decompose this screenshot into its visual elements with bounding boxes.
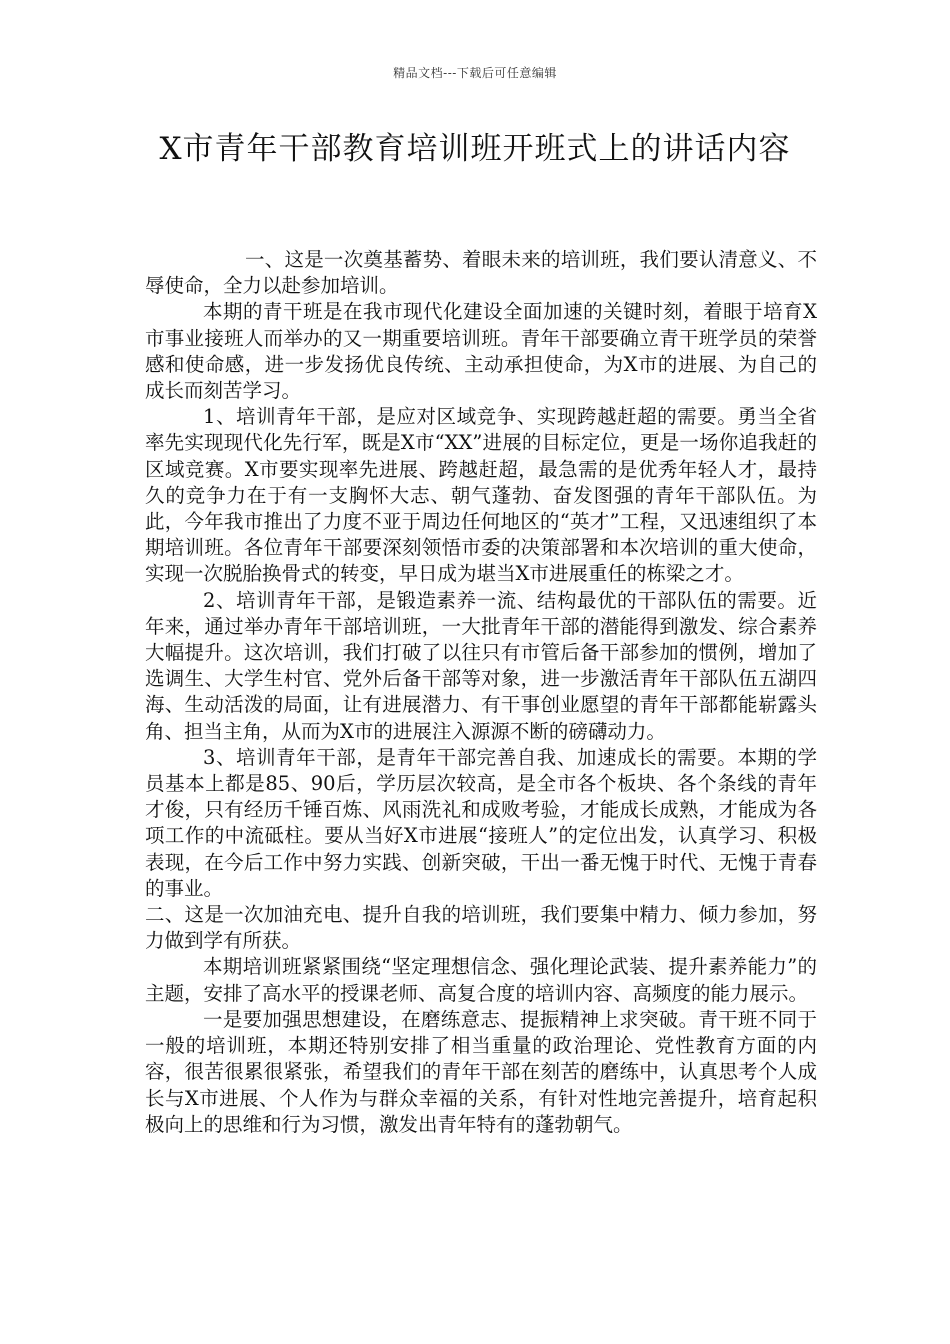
paragraph: 本期的青干班是在我市现代化建设全面加速的关键时刻，着眼于培育X市事业接班人而举办的又一期重要培训班。青年干部要确立青干班学员的荣誉感和使命感，进一步发扬优良传统、主动承担使命，为X市的进展、为自己的成长而刻苦学习。 [145, 300, 817, 403]
document-body [145, 247, 817, 1138]
page-title: X市青年干部教育培训班开班式上的讲话内容 [159, 131, 791, 167]
paragraph: 3、培训青年干部，是青年干部完善自我、加速成长的需要。本期的学员基本上都是85、90后，学历层次较高，是全市各个板块、各个条线的青年才俊，只有经历千锤百炼、风雨洗礼和成败考验，才能成长成熟，才能成为各项工作的中流砥柱。要从当好X市进展“接班人”的定位出发，认真学习、积极表现，在今后工作中努力实践、创新突破，干出一番无愧于时代、无愧于青春的事业。 [145, 745, 817, 900]
paragraph: 一是要加强思想建设，在磨练意志、提振精神上求突破。青干班不同于一般的培训班，本期还特别安排了相当重量的政治理论、党性教育方面的内容，很苦很累很紧张，希望我们的青年干部在刻苦的磨练中，认真思考个人成长与X市进展、个人作为与群众幸福的关系，有针对性地完善提升，培育起积极向上的思维和行为习惯，激发出青年特有的蓬勃朝气。 [145, 1007, 817, 1136]
paragraph: 1、培训青年干部，是应对区域竞争、实现跨越赶超的需要。勇当全省率先实现现代化先行军，既是X市“XX”进展的目标定位，更是一场你追我赶的区域竞赛。X市要实现率先进展、跨越赶超，最急需的是优秀年轻人才，最持久的竞争力在于有一支胸怀大志、朝气蓬勃、奋发图强的青年干部队伍。为此，今年我市推出了力度不亚于周边任何地区的“英才”工程，又迅速组织了本期培训班。各位青年干部要深刻领悟市委的决策部署和本次培训的重大使命，实现一次脱胎换骨式的转变，早日成为堪当X市进展重任的栋梁之才。 [145, 405, 817, 586]
paragraph: 2、培训青年干部，是锻造素养一流、结构最优的干部队伍的需要。近年来，通过举办青年干部培训班，一大批青年干部的潜能得到激发、综合素养大幅提升。这次培训，我们打破了以往只有市管后备干部参加的惯例，增加了选调生、大学生村官、党外后备干部等对象，进一步激活青年干部队伍五湖四海、生动活泼的局面，让有进展潜力、有干事创业愿望的青年干部都能崭露头角、担当主角，从而为X市的进展注入源源不断的磅礴动力。 [145, 588, 817, 743]
paragraph: 一、这是一次奠基蓄势、着眼未来的培训班，我们要认清意义、不辱使命，全力以赴参加培训。 [145, 248, 817, 298]
paragraph: 本期培训班紧紧围绕“坚定理想信念、强化理论武装、提升素养能力”的主题，安排了高水平的授课老师、高复合度的培训内容、高频度的能力展示。 [145, 955, 817, 1005]
header-note: 精品文档---下载后可任意编辑 [393, 66, 557, 80]
paragraph: 二、这是一次加油充电、提升自我的培训班，我们要集中精力、倾力参加，努力做到学有所获。 [145, 903, 817, 953]
